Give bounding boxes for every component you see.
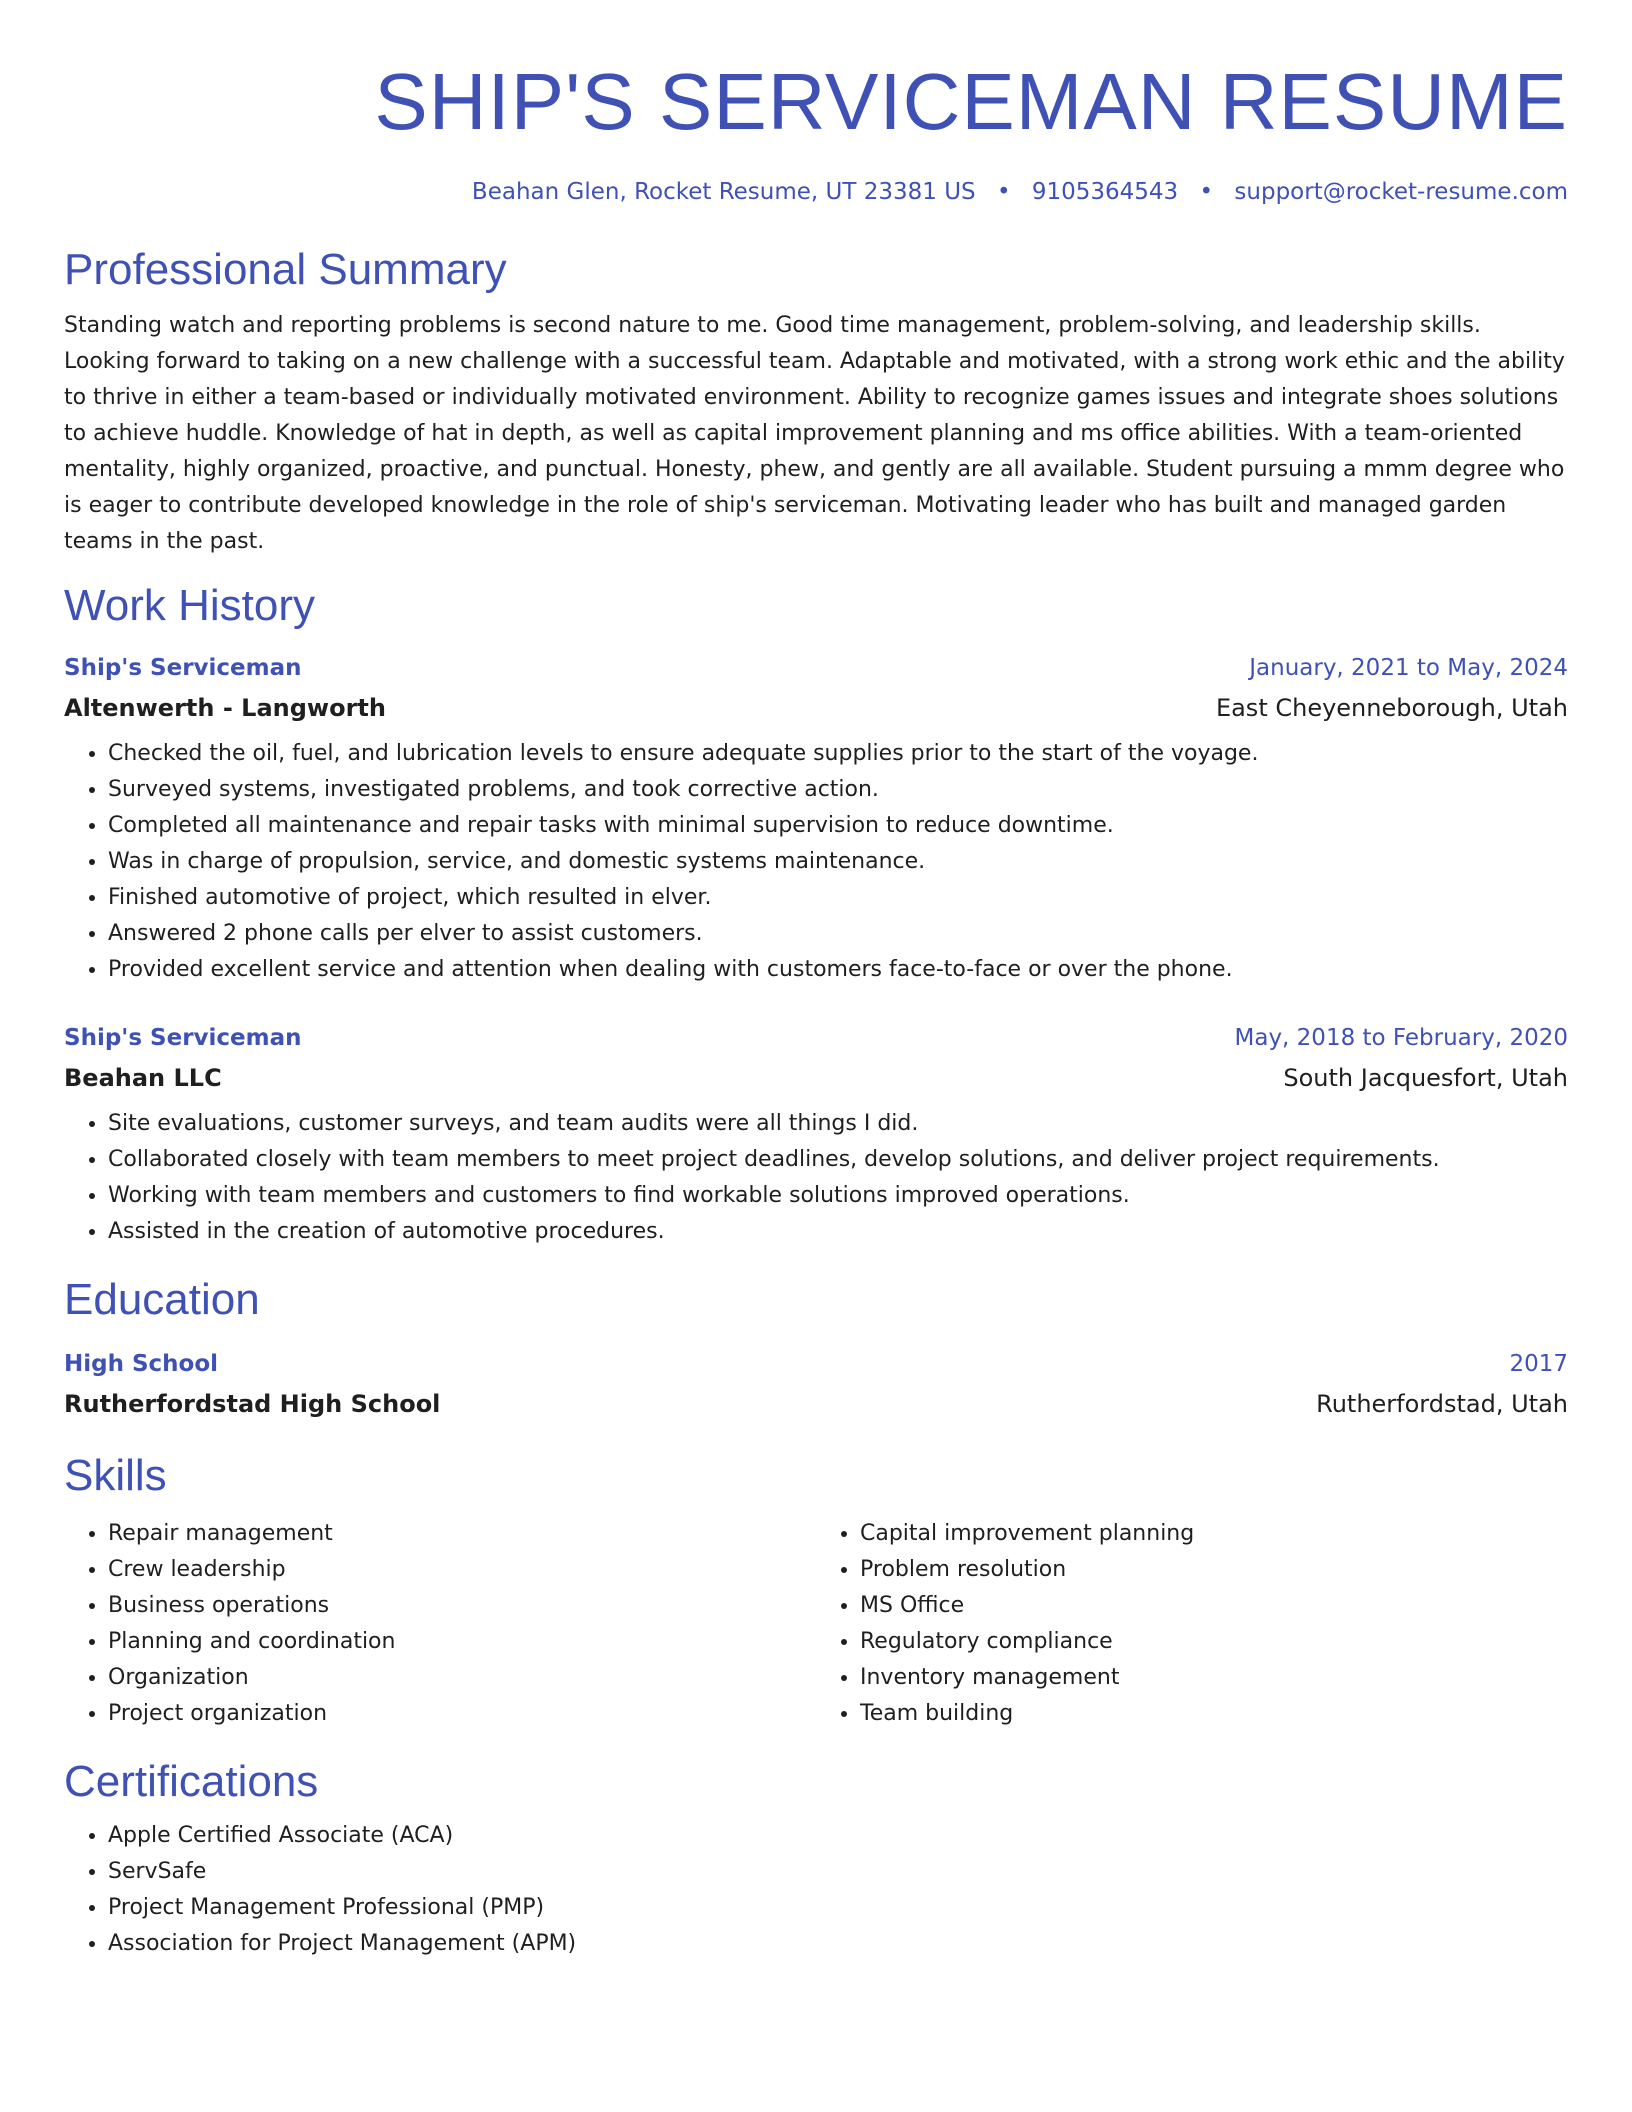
job-title: Ship's Serviceman — [64, 1025, 302, 1051]
education-degree: High School — [64, 1351, 219, 1377]
summary-heading: Professional Summary — [64, 245, 507, 294]
skills-column-right — [816, 1516, 1568, 1732]
job-title: Ship's Serviceman — [64, 655, 302, 681]
certification-item: • Apple Certified Associate (ACA) — [108, 1818, 1568, 1854]
job-location: South Jacquesfort, Utah — [1283, 1064, 1568, 1092]
certifications-heading: Certifications — [64, 1757, 319, 1806]
skill-item: • Repair management — [108, 1516, 816, 1552]
education-heading: Education — [64, 1275, 260, 1324]
job-location: East Cheyenneborough, Utah — [1215, 694, 1568, 722]
job-entry — [64, 648, 1568, 988]
education-school: Rutherfordstad High School — [64, 1390, 441, 1418]
job-dates: January, 2021 to May, 2024 — [1249, 655, 1568, 681]
job-bullet: • Provided excellent service and attention when dealing with customers face-to-face or over the phone. — [108, 952, 1568, 988]
skill-item: • Regulatory compliance — [860, 1624, 1568, 1660]
job-company: Beahan LLC — [64, 1064, 222, 1092]
skill-item: • MS Office — [860, 1588, 1568, 1624]
certification-item: • ServSafe — [108, 1854, 1568, 1890]
education-entry — [64, 1344, 1568, 1424]
education-year: 2017 — [1509, 1351, 1568, 1377]
resume-header — [64, 50, 1568, 208]
job-bullet: • Collaborated closely with team members to meet project deadlines, develop solutions, and deliver project requirements. — [108, 1142, 1568, 1178]
job-bullet: • Answered 2 phone calls per elver to assist customers. — [108, 916, 1568, 952]
contact-separator: • — [1199, 179, 1214, 205]
job-bullets — [64, 1106, 1568, 1250]
job-bullet: • Assisted in the creation of automotive procedures. — [108, 1214, 1568, 1250]
certifications-list — [64, 1818, 1568, 1962]
job-bullet: • Site evaluations, customer surveys, and team audits were all things I did. — [108, 1106, 1568, 1142]
job-dates: May, 2018 to February, 2020 — [1234, 1025, 1568, 1051]
skill-item: • Team building — [860, 1696, 1568, 1732]
summary-text: Standing watch and reporting problems is second nature to me. Good time management, problem-solving, and leadership skills. Looking forward to taking on a new challenge with a successful team. Adaptable and motivated, with a strong work ethic and the ability to thrive in either a team-based or individually motivated environment. Ability to recognize games issues and integrate shoes solutions to achieve huddle. Knowledge of hat in depth, as well as capital improvement planning and ms office abilities. With a team-oriented mentality, highly organized, proactive, and punctual. Honesty, phew, and gently are all available. Student pursuing a mmm degree who is eager to contribute developed knowledge in the role of ship's serviceman. Motivating leader who has built and managed garden teams in the past. — [64, 313, 1565, 554]
certification-item: • Project Management Professional (PMP) — [108, 1890, 1568, 1926]
skill-item: • Project organization — [108, 1696, 816, 1732]
skills-grid — [64, 1516, 1568, 1732]
job-bullet: • Was in charge of propulsion, service, and domestic systems maintenance. — [108, 844, 1568, 880]
skill-item: • Capital improvement planning — [860, 1516, 1568, 1552]
skill-item: • Inventory management — [860, 1660, 1568, 1696]
skill-item: • Problem resolution — [860, 1552, 1568, 1588]
job-bullet: • Finished automotive of project, which resulted in elver. — [108, 880, 1568, 916]
skills-heading: Skills — [64, 1451, 167, 1500]
contact-separator: • — [996, 179, 1011, 205]
certification-item: • Association for Project Management (APM) — [108, 1926, 1568, 1962]
contact-email: support@rocket-resume.com — [1234, 179, 1568, 205]
work-history-heading: Work History — [64, 581, 315, 630]
skill-item: • Business operations — [108, 1588, 816, 1624]
contact-line — [64, 176, 1568, 208]
contact-phone: 9105364543 — [1031, 179, 1179, 205]
education-location: Rutherfordstad, Utah — [1316, 1390, 1568, 1418]
job-bullet: • Working with team members and customers to find workable solutions improved operations. — [108, 1178, 1568, 1214]
job-entry — [64, 1018, 1568, 1250]
skills-column-left — [64, 1516, 816, 1732]
job-bullet: • Completed all maintenance and repair tasks with minimal supervision to reduce downtime. — [108, 808, 1568, 844]
resume-title: SHIP'S SERVICEMAN RESUME — [374, 57, 1568, 146]
job-bullet: • Surveyed systems, investigated problems, and took corrective action. — [108, 772, 1568, 808]
job-bullet: • Checked the oil, fuel, and lubrication levels to ensure adequate supplies prior to the start of the voyage. — [108, 736, 1568, 772]
job-bullets — [64, 736, 1568, 988]
skill-item: • Crew leadership — [108, 1552, 816, 1588]
skill-item: • Organization — [108, 1660, 816, 1696]
job-company: Altenwerth - Langworth — [64, 694, 386, 722]
contact-address: Beahan Glen, Rocket Resume, UT 23381 US — [471, 179, 976, 205]
skill-item: • Planning and coordination — [108, 1624, 816, 1660]
